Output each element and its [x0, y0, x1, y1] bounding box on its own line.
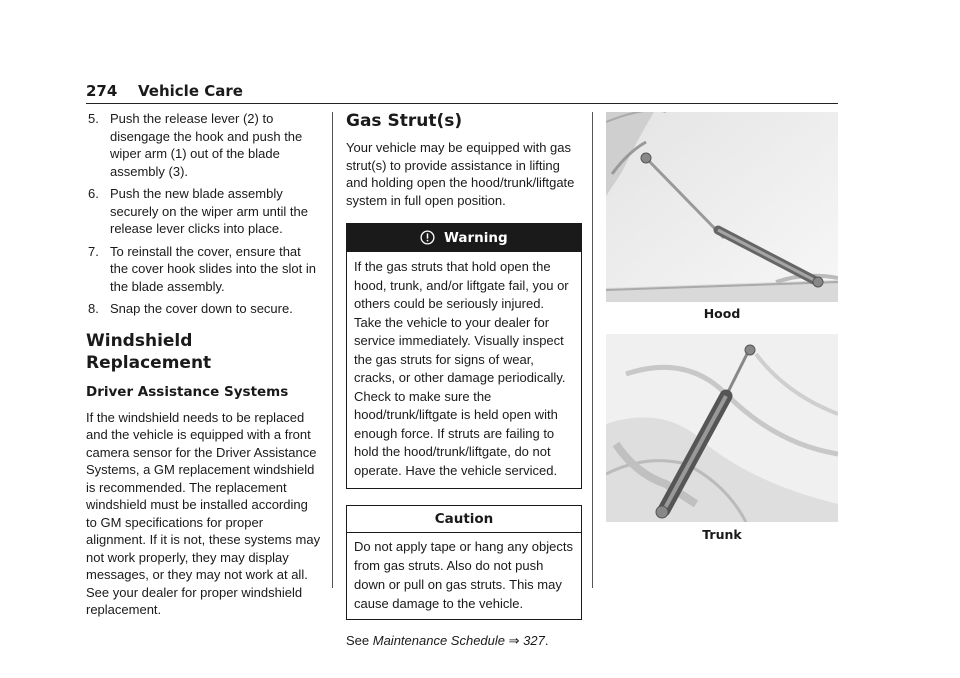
warning-label: Warning [444, 230, 508, 246]
trunk-gas-strut-illustration [606, 334, 838, 522]
caution-header: Caution [347, 506, 581, 533]
caution-box [346, 505, 582, 620]
page-header [86, 82, 838, 102]
gas-strut-intro: Your vehicle may be equipped with gas strut(s) to provide assistance in lifting and holding open the hood/trunk/liftgate system in full open position. [346, 140, 575, 208]
warning-box [346, 223, 582, 489]
caution-text: Do not apply tape or hang any objects from gas struts. Also do not push down or pull on gas struts. This may cause damage to the vehicle. [354, 539, 573, 611]
warning-text: If the gas struts that hold open the hood, trunk, and/or liftgate fail, you or others could be seriously injured. Take the vehicle to your dealer for service immediately. Visually inspect the gas struts for signs of wear, cracks, or other damage periodically. Check to make sure the hood/trunk/liftgate is held open with enough force. If struts are failing to hold the hood/trunk/liftgate, do not operate. Have the vehicle serviced. [354, 259, 569, 478]
column-divider [592, 112, 593, 588]
see-reference: See Maintenance Schedule ⇒ 327. [346, 633, 549, 648]
section-title-gas-struts: Gas Strut(s) [346, 111, 463, 131]
column-divider [332, 112, 333, 588]
hood-caption: Hood [703, 306, 741, 321]
step-list [86, 110, 322, 318]
column-1 [86, 110, 322, 619]
page-ref-arrow-icon: ⇒ [508, 633, 520, 648]
column-2 [346, 110, 582, 650]
hood-gas-strut-illustration [606, 112, 838, 302]
warning-icon [420, 230, 444, 246]
subsection-title: Driver Assistance Systems [86, 383, 289, 400]
step-item: 8. Snap the cover down to secure. [88, 301, 293, 316]
step-item: 6. Push the new blade assembly securely on the wiper arm until the release lever clicks into place. [88, 186, 308, 236]
trunk-caption: Trunk [702, 527, 742, 542]
header-rule [86, 103, 838, 104]
step-item: 5. Push the release lever (2) to disengage the hook and push the wiper arm (1) out of the blade assembly (3). [88, 111, 303, 179]
page-number: 274 [86, 82, 118, 100]
chapter-title: Vehicle Care [138, 82, 243, 100]
windshield-body: If the windshield needs to be replaced and the vehicle is equipped with a front camera sensor for the Driver Assistance Systems, a GM replacement windshield is recommended. The replacement windshield must be installed according to GM specifications for proper alignment. If it is not, these systems may not work properly, they may display messages, or they may not work at all. See your dealer for proper windshield replacement. [86, 409, 321, 617]
step-item: 7. To reinstall the cover, ensure that the cover hook slides into the slot in the blade assembly. [88, 243, 316, 294]
warning-header [347, 224, 581, 252]
section-title-windshield: Windshield Replacement [86, 330, 212, 373]
maintenance-schedule-link[interactable]: Maintenance Schedule [372, 633, 506, 648]
